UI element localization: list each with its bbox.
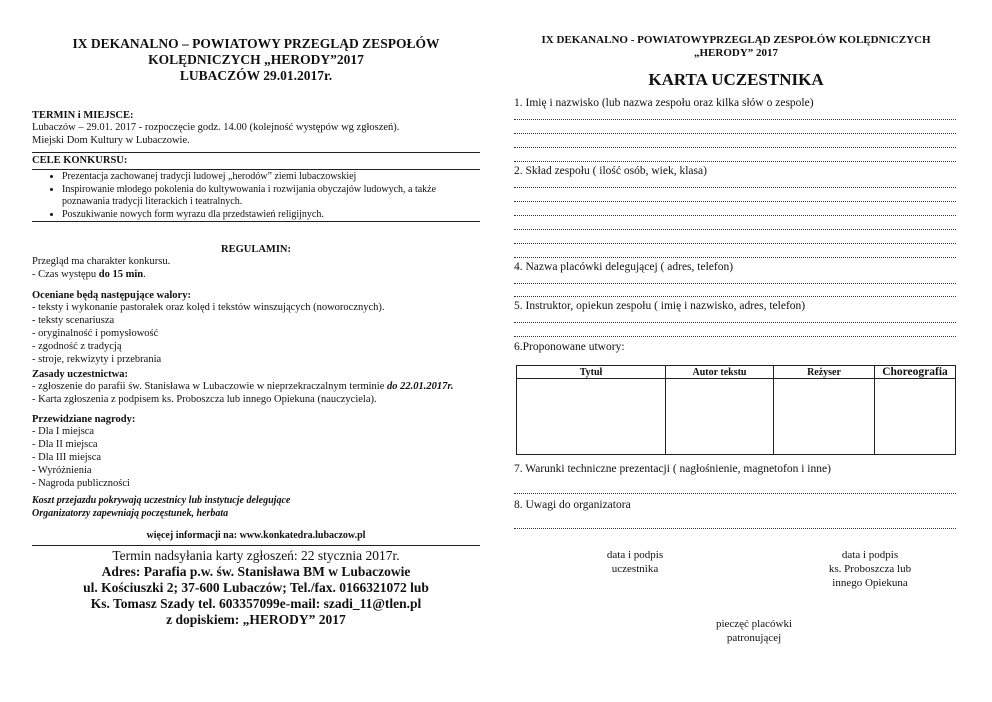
answer-line[interactable] [514,243,956,244]
zasady-section: Zasady uczestnictwa: - zgłoszenie do parafii św. Stanisława w Lubaczowie w nieprzekraczalnym terminie do 22.01.2017r. - Karta zgłoszenia z podpisem ks. Proboszcza lub innego Opiekuna (nauczyciela). [32,369,454,405]
contact-block: Termin nadsyłania karty zgłoszeń: 22 stycznia 2017r. Adres: Parafia p.w. św. Stanisława BM w Lubaczowie ul. Kościuszki 2; 37-600 Lubaczów; Tel./fax. 0166321072 lub Ks. Tomasz Szady tel. 603357099e-mail: szadi_11@tlen.pl z dopiskiem: „HERODY” 2017 [83,548,429,627]
koszt-section: Koszt przejazdu pokrywają uczestnicy lub instytucje delegujące Organizatorzy zapewniają poczęstunek, herbata [32,495,291,519]
question-7: 7. Warunki techniczne prezentacji ( nagłośnienie, magnetofon i inne) [514,463,831,475]
table-header: Tytuł [517,366,666,379]
table-header: Choreografia [875,366,956,379]
question-6: 6.Proponowane utwory: [514,341,625,353]
answer-line[interactable] [514,229,956,230]
answer-line[interactable] [514,133,956,134]
answer-line[interactable] [514,147,956,148]
termin-section: TERMIN i MIEJSCE: Lubaczów – 29.01. 2017 - rozpoczęcie godz. 14.00 (kolejność występów wg zgłoszeń). Miejski Dom Kultury w Lubaczowie. [32,110,400,146]
cele-section: CELE KONKURSU: [32,155,128,166]
cele-item: • Inspirowanie młodego pokolenia do kultywowania i rozwijania obyczajów ludowych, a także poznawania tradycji literackich i teatralnych. [62,184,480,209]
question-2: 2. Skład zespołu ( ilość osób, wiek, klasa) [514,165,707,177]
answer-line[interactable] [514,493,956,494]
table-cell[interactable] [774,379,875,455]
cele-list [32,171,480,221]
answer-line[interactable] [514,257,956,258]
right-header: IX DEKANALNO - POWIATOWYPRZEGLĄD ZESPOŁÓW KOLĘDNICZYCH „HERODY” 2017 [541,34,931,59]
answer-line[interactable] [514,161,956,162]
answer-line[interactable] [514,528,956,529]
divider [32,221,480,222]
signature-participant: data i podpis uczestnika [606,549,664,575]
answer-line[interactable] [514,187,956,188]
answer-line[interactable] [514,215,956,216]
cele-item: • Poszukiwanie nowych form wyrazu dla przedstawień religijnych. [62,209,480,222]
regulamin-section: REGULAMIN: Przegląd ma charakter konkursu. - Czas występu do 15 min. [32,244,480,281]
answer-line[interactable] [514,283,956,284]
oceniane-section: Oceniane będą następujące walory: - teksty i wykonanie pastorałek oraz kolęd i tekstów winszujących (noworocznych). - teksty scenariusza - oryginalność i pomysłowość - zgodność z tradycją - stroje, rekwizyty i przebrania [32,290,385,365]
karta-title: KARTA UCZESTNIKA [648,70,824,89]
answer-line[interactable] [514,119,956,120]
nagrody-section: Przewidziane nagrody: - Dla I miejsca - Dla II miejsca - Dla III miejsca - Wyróżnienia - Nagroda publiczności [32,414,136,489]
table-header: Reżyser [774,366,875,379]
cele-item: • Prezentacja zachowanej tradycji ludowej „herodów” ziemi lubaczowskiej [62,171,480,184]
signature-priest: data i podpis ks. Proboszcza lub innego Opiekuna [828,549,912,589]
question-1: 1. Imię i nazwisko (lub nazwa zespołu oraz kilka słów o zespole) [514,97,814,109]
divider [32,169,480,170]
question-8: 8. Uwagi do organizatora [514,499,631,511]
table-cell[interactable] [875,379,956,455]
question-5: 5. Instruktor, opiekun zespołu ( imię i nazwisko, adres, telefon) [514,300,806,312]
left-header: IX DEKANALNO – POWIATOWY PRZEGLĄD ZESPOŁÓW KOLĘDNICZYCH „HERODY”2017 LUBACZÓW 29.01.2017r. [72,36,440,83]
wiecej-info: więcej informacji na: www.konkatedra.lubaczow.pl [146,530,366,541]
answer-line[interactable] [514,201,956,202]
answer-line[interactable] [514,296,956,297]
answer-line[interactable] [514,322,956,323]
question-4: 4. Nazwa placówki delegującej ( adres, telefon) [514,261,734,273]
czas-wystepu: - Czas występu do 15 min. [32,269,146,280]
table-header: Autor tekstu [666,366,774,379]
divider [32,545,480,546]
works-table [516,365,956,455]
table-cell[interactable] [666,379,774,455]
stamp-institution: pieczęć placówki patronującej [715,618,793,644]
table-cell[interactable] [517,379,666,455]
divider [32,152,480,153]
answer-line[interactable] [514,336,956,337]
